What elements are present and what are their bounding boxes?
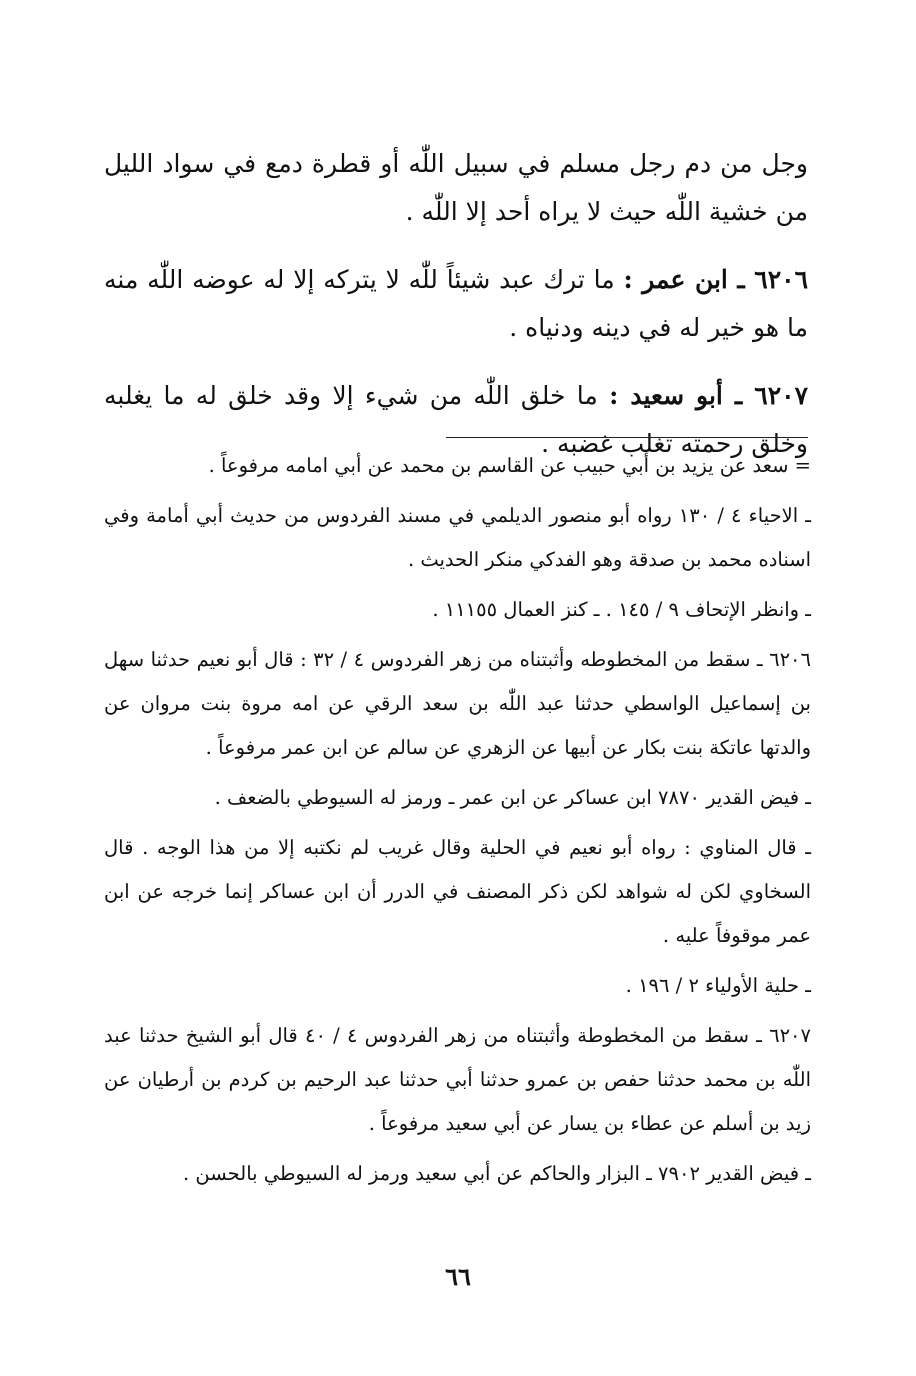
main-text (104, 140, 808, 488)
page-number: ٦٦ (445, 1262, 471, 1291)
footnote-faid-7870: ـ فيض القدير ٧٨٧٠ ابن عساكر عن ابن عمر ـ ورمز له السيوطي بالضعف . (214, 786, 811, 809)
hadith-6206-heading: ٦٢٠٦ ـ ابن عمر : (623, 265, 809, 294)
footnote-ihya: ـ الاحياء ٤ / ١٣٠ رواه أبو منصور الديلمي في مسند الفردوس من حديث أبي أمامة وفي اسناده محمد بن صدقة وهو الفدكي منكر الحديث . (104, 504, 812, 571)
hadith-continuation-text: وجل من دم رجل مسلم في سبيل اللّٰه أو قطرة دمع في سواد الليل من خشية اللّٰه حيث لا يراه أحد إلا اللّٰه . (104, 149, 808, 226)
hadith-6206 (104, 256, 808, 352)
footnotes (104, 444, 811, 1202)
footnote-continued: = سعد عن يزيد بن أبي حبيب عن القاسم بن محمد عن أبي امامه مرفوعاً . (208, 454, 811, 477)
footnote-munawi: ـ قال المناوي : رواه أبو نعيم في الحلية وقال غريب لم نكتبه إلا من هذا الوجه . قال السخاوي لكن له شواهد لكن ذكر المصنف في الدرر أن ابن عساكر إنما خرجه عن ابن عمر موقوفاً عليه . (104, 836, 811, 947)
footnote-6207: ٦٢٠٧ ـ سقط من المخطوطة وأثبتناه من زهر الفردوس ٤ / ٤٠ قال أبو الشيخ حدثنا عبد اللّٰه بن محمد حدثنا حفص بن عمرو حدثنا أبي حدثنا عبد الرحيم بن كردم بن أرطيان عن زيد بن أسلم عن عطاء بن يسار عن أبي سعيد مرفوعاً . (104, 1024, 812, 1135)
hadith-6207-heading: ٦٢٠٧ ـ أبو سعيد : (609, 381, 808, 410)
hadith-6206-text: ما ترك عبد شيئاً للّٰه لا يتركه إلا له عوضه اللّٰه منه ما هو خير له في دينه ودنياه . (104, 265, 808, 342)
footnote-6206: ٦٢٠٦ ـ سقط من المخطوطه وأثبتناه من زهر الفردوس ٤ / ٣٢ : قال أبو نعيم حدثنا سهل بن إسماعيل الواسطي حدثنا عبد اللّٰه بن سعد الرقي عن امه مروة بنت مروان عن والدتها عاتكة بنت بكار عن أبيها عن الزهري عن سالم عن ابن عمر مرفوعاً . (104, 648, 811, 759)
footnote-separator (446, 437, 808, 438)
hadith-6207-text: ما خلق اللّٰه من شيء إلا وقد خلق له ما يغلبه وخلق رحمته تغلب غضبه . (104, 381, 808, 458)
footnote-ithaf-kanz: ـ وانظر الإتحاف ٩ / ١٤٥ . ـ كنز العمال ١١١٥٥ . (432, 598, 811, 621)
hadith-continuation (104, 140, 808, 236)
footnote-faid-7902: ـ فيض القدير ٧٩٠٢ ـ البزار والحاكم عن أبي سعيد ورمز له السيوطي بالحسن . (183, 1162, 811, 1185)
footnote-hilya: ـ حلية الأولياء ٢ / ١٩٦ . (625, 974, 811, 997)
